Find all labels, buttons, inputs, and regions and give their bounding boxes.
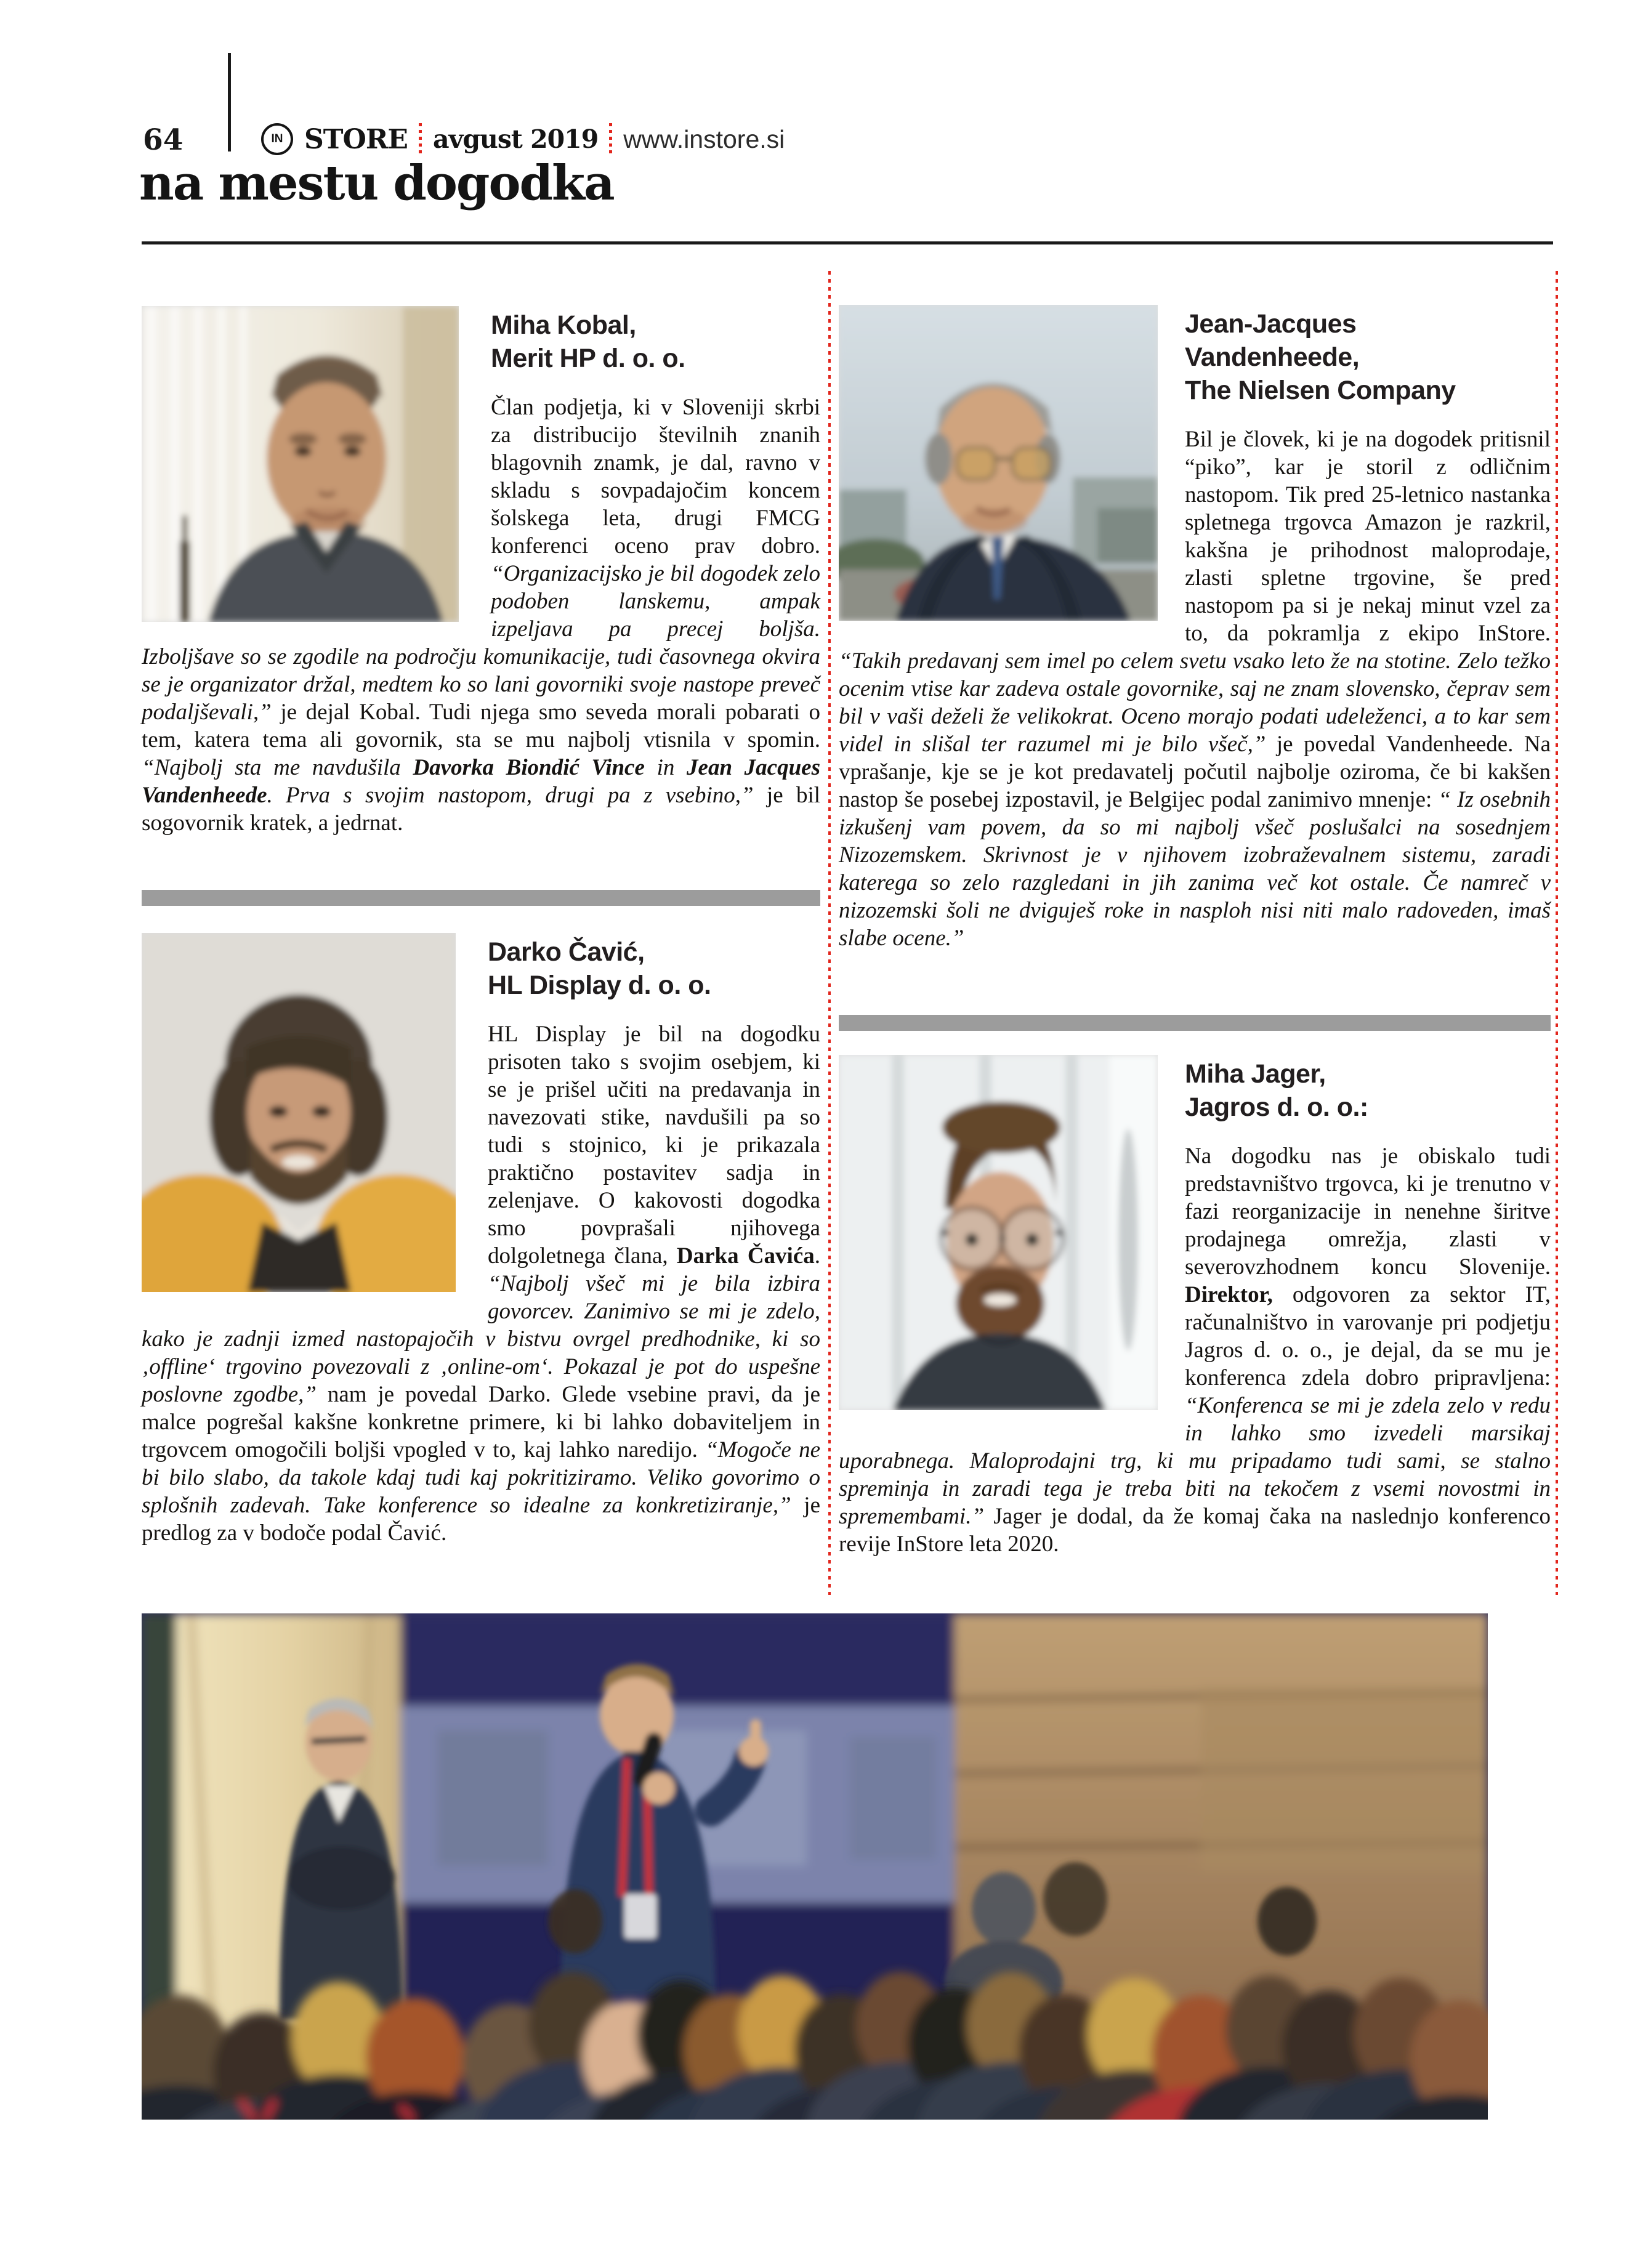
website-url: www.instore.si — [623, 124, 785, 153]
right-column — [839, 271, 1551, 1613]
right-margin-dotted — [1556, 271, 1558, 1595]
quote-run: “Konferenca se mi je zdela zelo v redu in lahko smo izvedeli marsikaj uporabnega. Maloprodajni trg, ki mu pripadamo tudi sami, se stalno spreminja in zaradi tega je treba biti na tekočem z vsemi novostmi in spremembami.” — [839, 1393, 1551, 1529]
quote-run: in — [644, 755, 687, 780]
title-rule — [142, 241, 1553, 244]
text-run: odgovoren za sektor IT, računalništvo in varovanje pri podjetju Jagros d. o. o., je dejal, da se mu je konferenca zdela dobro pripravljena: — [1185, 1282, 1551, 1390]
text-run: . — [814, 1243, 820, 1269]
person-name: Darko Čavić, — [488, 937, 645, 967]
portrait-illustration — [142, 933, 456, 1292]
section-divider-bar — [142, 890, 820, 906]
article-jean-jacques-vandenheede — [839, 305, 1551, 952]
portrait-illustration — [839, 1055, 1158, 1410]
issue-date: avgust 2019 — [432, 124, 599, 154]
column-divider-dotted — [828, 271, 831, 1595]
article-miha-kobal — [142, 306, 820, 837]
person-name: Miha Jager, — [1185, 1059, 1326, 1089]
quote-run: “Organizacijsko je bil dogodek zelo podoben lanskemu, ampak izpeljava pa precej boljša. Izboljšave so se zgodile na področju komunikacije, tudi časovnega okvira se je organizator držal, medtem ko so lani govorniki svoje nastope preveč podaljševali,” — [142, 561, 820, 725]
person-name: Vandenheede, — [1185, 342, 1360, 372]
text-run: HL Display je bil na dogodku prisoten tako s svojim osebjem, ki se je prišel učiti na predavanja in navezovati stike, navdušili pa so tudi s stojnico, ki je prikazala praktično postavitev sadja in zelenjave. O kakovosti dogodka smo povprašali njihovega dolgoletnega člana, — [488, 1022, 820, 1269]
text-run: je bil sogovornik kratek, a jedrnat. — [142, 783, 820, 836]
magazine-name: STORE — [304, 123, 408, 155]
magazine-header — [261, 123, 785, 155]
portrait-photo-miha-jager — [839, 1055, 1158, 1410]
instore-logo-icon: IN — [261, 123, 293, 155]
left-column — [142, 271, 820, 1613]
quote-run: “Najbolj sta me navdušila — [142, 755, 413, 780]
portrait-photo-miha-kobal — [142, 306, 459, 622]
page-number: 64 — [143, 123, 184, 157]
person-name: Jean-Jacques — [1185, 309, 1357, 339]
highlight-name-run: Direktor, — [1185, 1282, 1273, 1307]
text-run: je predlog za v bodoče podal Čavić. — [142, 1493, 820, 1546]
header-dotted-separator — [419, 123, 422, 155]
article-darko-cavic — [142, 933, 820, 1547]
event-photo-conference-audience — [142, 1613, 1488, 2120]
section-divider-bar — [839, 1015, 1551, 1031]
header-divider-line — [228, 53, 231, 151]
portrait-illustration — [142, 306, 459, 622]
quote-run: “ Iz osebnih izkušenj vam povem, da so mi najbolj všeč poslušalci na sosednjem Nizozemskem. Skrivnost je v njihovem izobraževalnem sistemu, zaradi katerega so zelo razgledani in jih zanima več kot ostale. Če namreč v nizozemski šoli ne dviguješ roke in nasploh nisi niti malo radoveden, imaš slabe ocene.” — [839, 787, 1551, 951]
text-run: je dejal Kobal. Tudi njega smo seveda morali pobarati o tem, katera tema ali govornik, sta se mu najbolj vtisnila v spomin. — [142, 700, 820, 753]
highlight-name-run: Darka Čavića — [676, 1243, 815, 1269]
highlight-name-run: Davorka Biondić Vince — [413, 755, 645, 780]
text-run: Bil je človek, ki je na dogodek pritisnil “piko”, kar je storil z odličnim nastopom. Tik pred 25-letnico nastanka spletnega trgovca Amazon je razkril, kakšna je prihodnost maloprodaje, zlasti spletne trgovine, še pred nastopom pa si je nekaj minut vzel za to, da pokramlja z ekipo InStore. — [1185, 427, 1551, 646]
person-company: HL Display d. o. o. — [488, 971, 711, 1000]
event-photo-illustration — [142, 1613, 1488, 2120]
text-run: je povedal Vandenheede. Na vprašanje, kje se je kot predavatelj počutil najbolje oziroma, če bi kakšen nastop še posebej izpostavil, je Belgijec podal zanimivo mnenje: — [839, 732, 1551, 812]
quote-run: “Mogoče ne bi bilo slabo, da takole kdaj tudi kaj pokritiziramo. Veliko govorimo o splošnih zadevah. Take konference so idealne za konkretiziranje,” — [142, 1437, 820, 1518]
header-dotted-separator — [609, 123, 612, 155]
person-company: The Nielsen Company — [1185, 376, 1456, 405]
section-title: na mestu dogodka — [139, 155, 614, 211]
person-company: Merit HP d. o. o. — [491, 344, 685, 373]
person-company: Jagros d. o. o.: — [1185, 1092, 1368, 1122]
portrait-photo-jean-jacques-vandenheede — [839, 305, 1158, 621]
quote-run: “Najbolj všeč mi je bila izbira govorcev. Zanimivo se mi je zdelo, kako je zadnji izmed nastopajočih v bistvu ovrgel predhodnike, ki so ‚offline‘ trgovino povezovali z ‚online-om‘. Pokazal je pot do uspešne poslovne zgodbe,” — [142, 1271, 820, 1407]
text-run: nam je povedal Darko. Glede vsebine pravi, da je malce pogrešal kakšne konkretne primere, ki bi lahko dobaviteljem in trgovcem omogočili boljši vpogled v to, kaj lahko naredijo. — [142, 1382, 820, 1463]
quote-run: . Prva s svojim nastopom, drugi pa z vsebino,” — [267, 783, 754, 808]
text-run: Jager je dodal, da že komaj čaka na naslednjo konferenco revije InStore leta 2020. — [839, 1504, 1551, 1557]
text-run: Na dogodku nas je obiskalo tudi predstavništvo trgovca, ki je trenutno v fazi reorganizacije in nenehne širitve prodajnega omrežja, zlasti v severovzhodnem koncu Slovenije. — [1185, 1144, 1551, 1280]
text-run: Član podjetja, ki v Sloveniji skrbi za distribucijo številnih znanih blagovnih znamk, je dal, ravno v skladu s sovpadajočim koncem šolskega leta, drugi FMCG konferenci oceno prav dobro. — [491, 395, 820, 559]
portrait-illustration — [839, 305, 1158, 621]
portrait-photo-darko-cavic — [142, 933, 456, 1292]
highlight-name-run: Jean Jacques Vandenheede — [142, 755, 820, 808]
person-name: Miha Kobal, — [491, 310, 636, 340]
article-miha-jager — [839, 1055, 1551, 1558]
quote-run: “Takih predavanj sem imel po celem svetu vsako leto že na stotine. Zelo težko ocenim vtise kar zadeva ostale govornike, saj ne znam slovensko, čeprav sem bil v vaši deželi že velikokrat. Oceno morajo podati udeleženci, a to kar sem videl in slišal ter razumel mi je bilo všeč,” — [839, 648, 1551, 757]
